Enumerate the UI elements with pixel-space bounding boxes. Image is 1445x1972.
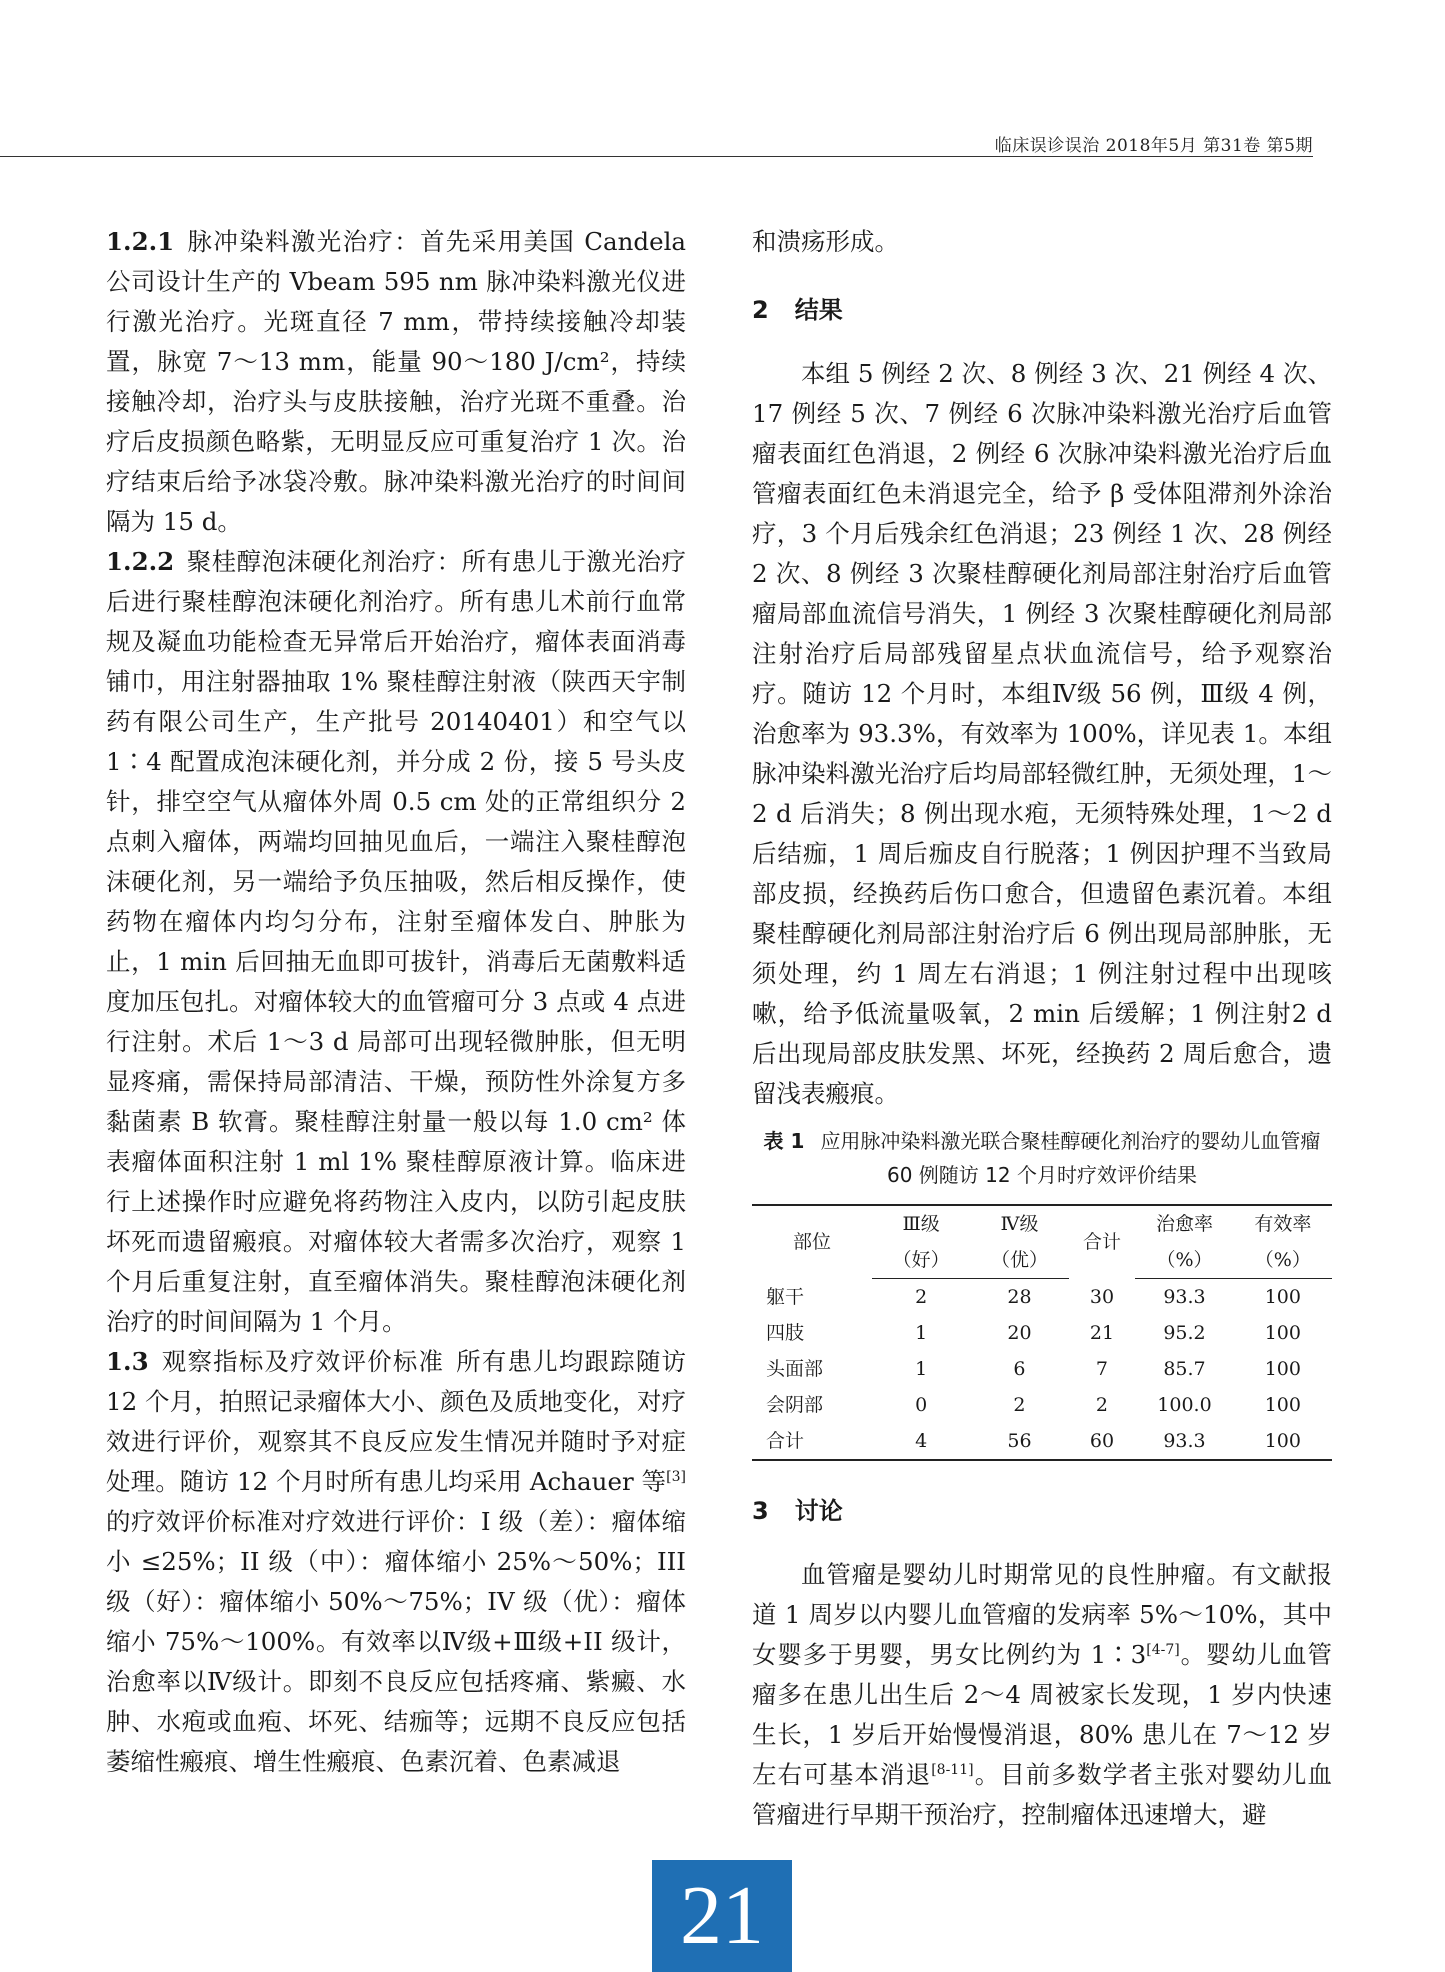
cell-total: 30 [1089,1285,1115,1308]
section-3-heading [752,1491,1332,1531]
cell-cure-rate: 85.7 [1163,1358,1206,1380]
left-column [106,222,686,1782]
col-subheader-grade3: （好） [872,1242,970,1279]
cell-cure-rate: 93.3 [1163,1286,1206,1308]
cell-cure-rate: 100.0 [1157,1394,1212,1416]
section-text: 所有患儿均跟踪随访 12 个月，拍照记录瘤体大小、颜色及质地变化，对疗效进行评价，观察其不良反应发生情况并随时予对症处理。随访 12 个月时所有患儿均采用 Achauer 等 [106,1347,687,1496]
col-header-grade4: Ⅳ级 [970,1205,1068,1242]
section-2-text: 本组 5 例经 2 次、8 例经 3 次、21 例经 4 次、17 例经 5 次、7 例经 6 次脉冲染料激光治疗后血管瘤表面红色消退，2 例经 6 次脉冲染料激光治疗后血管瘤表面红色未消退完全，给予 β 受体阻滞剂外涂治疗，3 个月后残余红色消退；23 例经 1 次、28 例经 2 次、8 例经 3 次聚桂醇硬化剂局部注射治疗后血管瘤局部血流信号消失，1 例经 3 次聚桂醇硬化剂局部注射治疗后局部残留星点状血流信号，给予观察治疗。随访 12 个月时，本组Ⅳ级 56 例，Ⅲ级 4 例，治愈率为 93.3%，有效率为 100%，详见表 1。本组脉冲染料激光治疗后均局部轻微红肿，无须处理，1～2 d 后消失；8 例出现水疱，无须特殊处理，1～2 d 后结痂，1 周后痂皮自行脱落；1 例因护理不当致局部皮损，经换药后伤口愈合，但遗留色素沉着。本组聚桂醇硬化剂局部注射治疗后 6 例出现局部肿胀，无须处理，约 1 周左右消退；1 例注射过程中出现咳嗽，给予低流量吸氧，2 min 后缓解；1 例注射2 d后出现局部皮肤发黑、坏死，经换药 2 周后愈合，遗留浅表瘢痕。 [752,359,1332,1108]
cell-total: 7 [1095,1358,1109,1380]
cell-total: 2 [1095,1394,1109,1416]
col-subheader-effective-rate: （%） [1234,1242,1332,1279]
cell-grade3: 4 [872,1423,970,1460]
section-2-heading [752,290,1332,330]
header-rule [0,156,1313,157]
cell-grade4: 56 [970,1423,1068,1460]
section-text: 首先采用美国 Candela 公司设计生产的 Vbeam 595 nm 脉冲染料激光仪进行激光治疗。光斑直径 7 mm，带持续接触冷却装置，脉宽 7～13 mm，能量 90～180 J/cm²，持续接触冷却，治疗头与皮肤接触，治疗光斑不重叠。治疗后皮损颜色略紫，无明显反应可重复治疗 1 次。治疗结束后给予冰袋冷敷。脉冲染料激光治疗的时间间隔为 15 d。 [106,227,687,536]
section-title: 结果 [794,296,843,324]
cell-effective-rate: 100 [1264,1286,1301,1308]
cell-effective-rate: 100 [1234,1423,1332,1460]
table-row [752,1315,1332,1351]
section-1-2-2 [106,542,686,1342]
citation-ref: [8-11] [931,1761,974,1778]
section-1-2-1 [106,222,686,542]
cell-site: 合计 [752,1423,872,1460]
cell-grade4: 28 [1007,1286,1032,1308]
cell-site: 四肢 [766,1322,805,1344]
section-1-3 [106,1342,686,1782]
section-3-text [752,1555,1332,1835]
cell-site: 会阴部 [766,1394,824,1416]
section-text: 。婴幼儿血管瘤多在患儿出生后 2～4 周被家长发现，1 岁内快速生长，1 岁后开始慢慢消退，80% 患儿在 7～12 岁左右可基本消退 [752,1640,1333,1789]
cell-grade3: 2 [915,1286,928,1308]
table-row [752,1387,1332,1423]
table-row [752,1351,1332,1387]
section-number: 1.2.2 [106,547,175,576]
cell-effective-rate: 100 [1264,1358,1301,1380]
cell-effective-rate: 100 [1264,1322,1301,1344]
section-text: 所有患儿于激光治疗后进行聚桂醇泡沫硬化剂治疗。所有患儿术前行血常规及凝血功能检查无异常后开始治疗，瘤体表面消毒铺巾，用注射器抽取 1% 聚桂醇注射液（陕西天宇制药有限公司生产，生产批号 20140401）和空气以 1∶4 配置成泡沫硬化剂，并分成 2 份，接 5 号头皮针，排空空气从瘤体外周 0.5 cm 处的正常组织分 2 点刺入瘤体，两端均回抽见血后，一端注入聚桂醇泡沫硬化剂，另一端给予负压抽吸，然后相反操作，使药物在瘤体内均匀分布，注射至瘤体发白、肿胀为止，1 min 后回抽无血即可拔针，消毒后无菌敷料适度加压包扎。对瘤体较大的血管瘤可分 3 点或 4 点进行注射。术后 1～3 d 局部可出现轻微肿胀，但无明显疼痛，需保持局部清洁、干燥，预防性外涂复方多黏菌素 B 软膏。聚桂醇注射量一般以每 1.0 cm² 体表瘤体面积注射 1 ml 1% 聚桂醇原液计算。临床进行上述操作时应避免将药物注入皮内，以防引起皮肤坏死而遗留瘢痕。对瘤体较大者需多次治疗，观察 1 个月后重复注射，直至瘤体消失。聚桂醇泡沫硬化剂治疗的时间间隔为 1 个月。 [106,547,687,1336]
right-column [752,222,1332,1835]
col-header-effective-rate: 有效率 [1234,1205,1332,1242]
cell-site: 躯干 [766,1285,805,1308]
col-subheader-grade4: （优） [970,1242,1068,1279]
col-header-grade3: Ⅲ级 [872,1205,970,1242]
section-number: 1.2.1 [106,227,175,256]
section-title: 讨论 [794,1497,843,1525]
section-text: 。目前多数学者主张对婴幼儿血管瘤进行早期干预治疗，控制瘤体迅速增大，避 [752,1760,1332,1829]
section-title: 观察指标及疗效评价标准 [160,1347,445,1376]
table-row [752,1279,1332,1316]
section-number: 2 [752,296,769,324]
cell-grade4: 20 [1007,1322,1032,1344]
citation-ref: [3] [666,1468,686,1485]
table-caption [752,1124,1332,1192]
cell-grade3: 1 [915,1358,928,1380]
table-title: 应用脉冲染料激光联合聚桂醇硬化剂治疗的婴幼儿血管瘤 60 例随访 12 个月时疗效评价结果 [820,1129,1321,1187]
section-text: 的疗效评价标准对疗效进行评价：I 级（差）：瘤体缩小 ≤25%；II 级（中）：瘤体缩小 25%～50%；III 级（好）：瘤体缩小 50%～75%；IV 级（优）：瘤体缩小 75%～100%。有效率以Ⅳ级+Ⅲ级+II 级计，治愈率以Ⅳ级计。即刻不良反应包括疼痛、紫癜、水肿、水疱或血疱、坏死、结痂等；远期不良反应包括萎缩性瘢痕、增生性瘢痕、色素沉着、色素减退 [106,1507,686,1776]
section-title: 聚桂醇泡沫硬化剂治疗： [186,547,462,576]
section-number: 3 [752,1497,769,1525]
cell-grade3: 1 [915,1322,928,1344]
col-header-cure-rate: 治愈率 [1135,1205,1233,1242]
cell-grade3: 0 [915,1394,928,1416]
section-text: 血管瘤是婴幼儿时期常见的良性肿瘤。有文献报道 1 周岁以内婴儿血管瘤的发病率 5%～10%，其中女婴多于男婴，男女比例约为 1∶3 [752,1560,1332,1669]
cell-total: 60 [1069,1423,1136,1460]
cell-site: 头面部 [766,1358,824,1380]
cell-cure-rate: 95.2 [1163,1322,1206,1344]
section-number: 1.3 [106,1347,149,1376]
results-table [752,1204,1332,1461]
col-subheader-cure-rate: （%） [1135,1242,1233,1279]
citation-ref: [4-7] [1146,1641,1180,1658]
table-row [752,1423,1332,1460]
cell-grade4: 2 [1013,1394,1026,1416]
section-title: 脉冲染料激光治疗： [186,227,421,256]
col-header-total: 合计 [1069,1205,1136,1279]
continued-text: 和溃疡形成。 [752,227,899,256]
cell-cure-rate: 93.3 [1135,1423,1233,1460]
table-label: 表 1 [763,1129,805,1153]
journal-header: 临床误诊误治 2018年5月 第31卷 第5期 [994,136,1313,156]
cell-total: 21 [1089,1322,1115,1344]
page-number: 21 [652,1860,792,1972]
cell-grade4: 6 [1013,1358,1026,1380]
cell-effective-rate: 100 [1264,1394,1301,1416]
col-header-site: 部位 [752,1205,872,1279]
